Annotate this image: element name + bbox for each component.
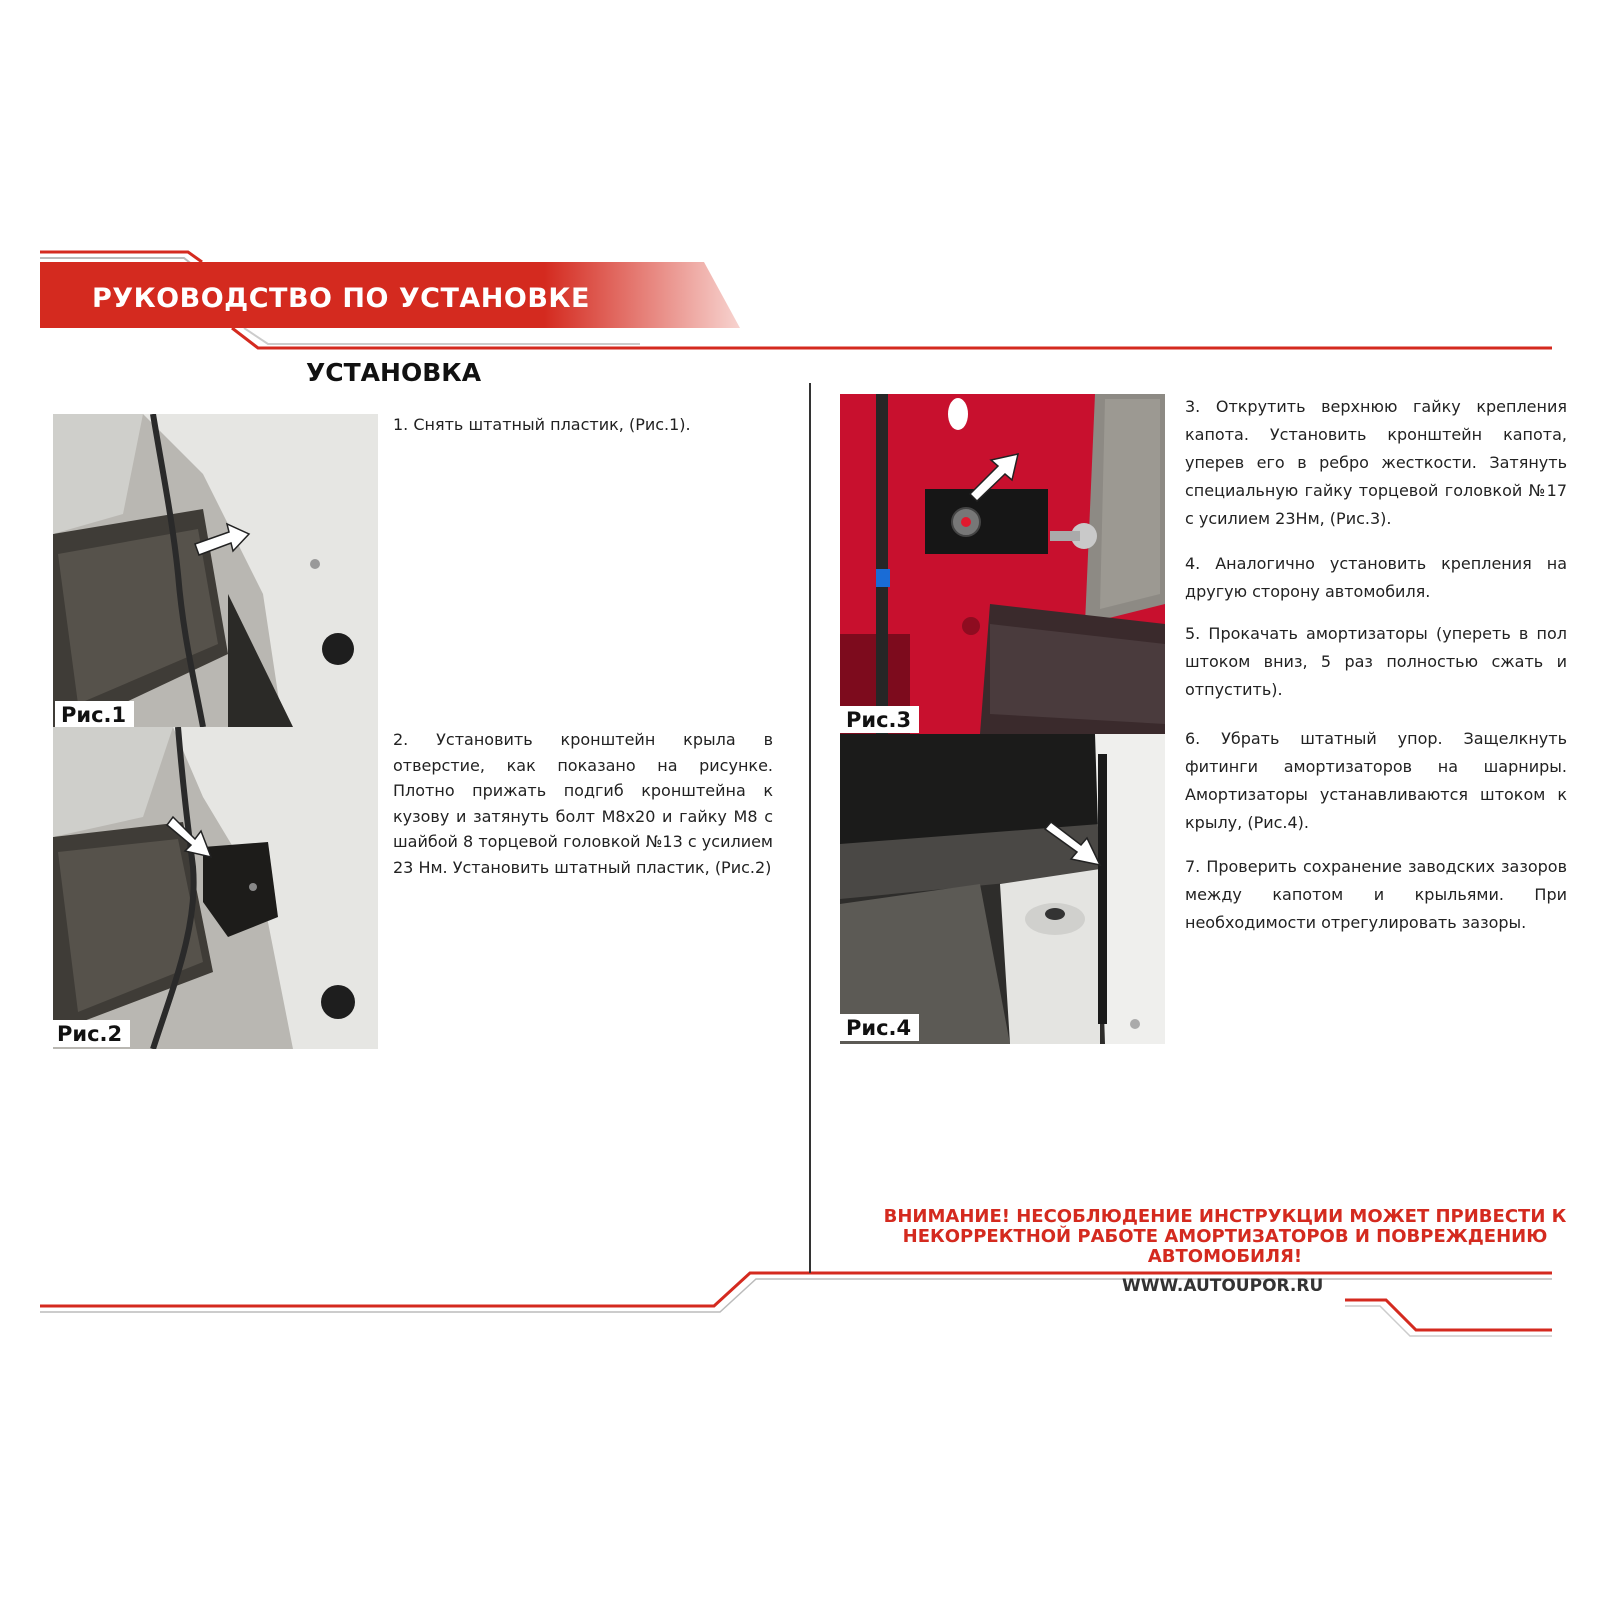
figure-1-caption: Рис.1 — [55, 701, 134, 727]
figure-4-caption: Рис.4 — [840, 1014, 919, 1041]
figure-3-caption: Рис.3 — [840, 706, 919, 733]
step-6-text: 6. Убрать штатный упор. Защелкнуть фитинги амортизаторов на шарниры. Амортизаторы устанавливаются штоком к крылу, (Рис.4). — [1185, 729, 1567, 832]
step-7-text: 7. Проверить сохранение заводских зазоров между капотом и крыльями. При необходимости отрегулировать зазоры. — [1185, 857, 1567, 932]
step-1-text: 1. Снять штатный пластик, (Рис.1). — [393, 415, 691, 434]
step-4-text: 4. Аналогично установить крепления на другую сторону автомобиля. — [1185, 554, 1567, 601]
step-5-text: 5. Прокачать амортизаторы (упереть в пол штоком вниз, 5 раз полностью сжать и отпустить). — [1185, 624, 1567, 699]
figure-2-photo — [53, 727, 378, 1049]
step-2-text: 2. Установить кронштейн крыла в отверстие, как показано на рисунке. Плотно прижать подгиб кронштейна к кузову и затянуть болт М8х20 и гайку М8 с шайбой 8 торцевой головкой №13 с усилием 23 Нм. Установить штатный пластик, (Рис.2) — [393, 730, 773, 877]
figure-1-photo — [53, 414, 378, 727]
website-url: WWW.AUTOUPOR.RU — [1122, 1276, 1324, 1296]
column-divider — [809, 383, 811, 1273]
section-title: УСТАНОВКА — [306, 358, 482, 387]
warning-notice: ВНИМАНИЕ! НЕСОБЛЮДЕНИЕ ИНСТРУКЦИИ МОЖЕТ ПРИВЕСТИ К НЕКОРРЕКТНОЙ РАБОТЕ АМОРТИЗАТОРОВ И ПОВРЕЖДЕНИЮ АВТОМОБИЛЯ! — [883, 1206, 1567, 1267]
step-3-text: 3. Открутить верхнюю гайку крепления капота. Установить кронштейн капота, уперев его в ребро жесткости. Затянуть специальную гайку торцевой головкой №17 с усилием 23Нм, (Рис.3). — [1185, 397, 1567, 528]
banner-title: РУКОВОДСТВО ПО УСТАНОВКЕ — [92, 283, 590, 314]
figure-2-caption: Рис.2 — [53, 1020, 130, 1047]
figure-3-photo — [840, 394, 1165, 734]
figure-4-photo — [840, 734, 1165, 1044]
